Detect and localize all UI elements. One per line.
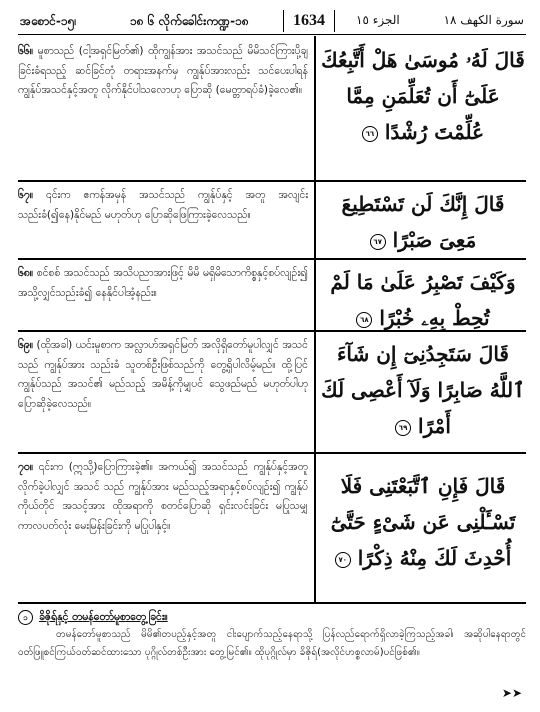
page-number: 1634 xyxy=(283,10,335,32)
verse-number: ၆၈။ xyxy=(18,267,34,279)
verse-number: ၆၇။ xyxy=(18,189,33,201)
verse-text: စင်စစ် အသင်သည် အသိပညာအားဖြင့် မိမိ မရှိမိသောကိစ္စနှင့်စပ်လျဉ်း၍ အသို့လျှင်သည်းခံ၍ နေနိုင်ပါအံ့နည်း။ xyxy=(18,267,308,299)
footnote-divider xyxy=(18,602,526,604)
verse-text: (ထိုအခါ) ယင်းမူစာက အလ္လာဟ်အရှင်မြတ် အလိုရှိတော်မူပါလျှင် အသင်သည် ကျွန်ုပ်အား သည်းခံ သူတစ်ဦးဖြစ်သည်ကို တွေ့ရှိပါလိမ့်မည်။ ထို့ပြင် ကျွန်ုပ်သည် အသင်၏ မည်သည့် အမိန့်ကိုမျှပင် သွေဖည်မည် မဟုတ်ပါဟု ပြောဆိုခဲ့လေသည်။ xyxy=(18,339,308,410)
footnote-title xyxy=(18,608,526,626)
header-sura: سورة الكهف ١٨ xyxy=(443,13,524,27)
arabic-text: قَالَ سَتَجِدُنِىٓ إِن شَآءَ ٱللَّهُ صَابِرًا وَلَآ أَعْصِى لَكَ أَمْرًا xyxy=(321,342,525,438)
verse-arabic-68 xyxy=(320,264,526,336)
header-section: ၁၈ ၆ လိုက်ခေါင်းကဏ္ဍ-၁၈ xyxy=(130,14,249,28)
footnote xyxy=(18,608,526,662)
verse-number: ၆၆။ xyxy=(18,45,33,57)
verse-arabic-66 xyxy=(320,42,526,150)
footnote-title-text: ခိဇိုရ်နှင့် တမန်တော်မူစာတွေ့ခြင်း။ xyxy=(39,611,168,623)
verse-divider xyxy=(18,258,526,260)
page-header xyxy=(18,10,526,35)
verse-number: ၇၀။ xyxy=(18,461,33,473)
verse-text: ၎င်းက (ဣသို့)ပြောကြားခဲ့၏။ အကယ်၍ အသင်သည် ကျွန်ုပ်နှင့်အတူ လိုက်ခဲ့ပါလျှင် အသင် သည် ကျွန်ုပ်အား မည်သည့်အရာနှင့်စပ်လျဉ်း၍ ကျွန်ုပ်ကိုယ်တိုင် အသင့်အား ထိုအရာကို စတင်ပြောဆို ရှင်းလင်းခြင်း မပြုသမျှကာလပတ်လုံး မေးမြန်းခြင်းကို မပြုပါနှင့်။ xyxy=(18,461,308,532)
ayah-number-marker: ٧٠ xyxy=(335,552,351,568)
verse-arabic-70 xyxy=(320,468,526,576)
footnote-number: ၁ xyxy=(18,610,33,625)
verse-translation-67 xyxy=(18,186,308,225)
ayah-number-marker: ٦٦ xyxy=(362,126,378,142)
header-volume: အစောင်-၁၅၊ xyxy=(20,14,77,28)
next-page-arrows-icon: ➤➤ xyxy=(501,686,522,700)
verse-arabic-67 xyxy=(320,186,526,258)
verse-divider xyxy=(18,180,526,182)
verse-translation-68 xyxy=(18,264,308,303)
verse-translation-66 xyxy=(18,42,308,101)
ayah-number-marker: ٦٧ xyxy=(370,234,386,250)
ayah-number-marker: ٦٩ xyxy=(395,420,411,436)
verse-translation-70 xyxy=(18,458,308,536)
arabic-text: قَالَ فَإِنِ ٱتَّبَعْتَنِى فَلَا تَسْـَٔلْنِى عَن شَىْءٍ حَتَّىٰٓ أُحْدِثَ لَكَ مِنْهُ ذِكْرًا xyxy=(330,474,516,570)
arabic-text: وَكَيْفَ تَصْبِرُ عَلَىٰ مَا لَمْ تُحِطْ بِهِۦ خُبْرًا xyxy=(330,270,516,330)
verse-divider xyxy=(18,452,526,454)
arabic-text: قَالَ إِنَّكَ لَن تَسْتَطِيعَ مَعِىَ صَبْرًا xyxy=(341,192,505,252)
arabic-text: قَالَ لَهُۥ مُوسَىٰ هَلْ أَتَّبِعُكَ عَلَىٰٓ أَن تُعَلِّمَنِ مِمَّا عُلِّمْتَ رُشْدًا xyxy=(321,48,525,144)
verse-text: မူစာသည် (ငါ့အရှင်မြတ်၏) ထိုကျွန်အား အသင်သည် မိမိသင်ကြားပို့ချခြင်းခံရသည့် ဆင်ခြင်တုံ တရားအနက်မှ ကျွန်ုပ်အားလည်း သင်ပေးပါရန် ကျွန်ုပ်အသင်နှင့်အတူ လိုက်နိုင်ပါသလောဟု ပြောဆို (မေတ္တာရပ်ခံ)ခဲ့လေ၏။ xyxy=(18,45,308,96)
header-juz: الجزء ١٥ xyxy=(356,13,400,27)
verse-divider xyxy=(18,330,526,332)
verse-number: ၆၉။ xyxy=(18,339,33,351)
page xyxy=(18,10,526,704)
verse-translation-69 xyxy=(18,336,308,414)
footnote-body: တမန်တော်မူစာသည် မိမိ၏တပည့်နှင့်အတူ ငါးပျောက်သည့်နေရာသို့ ပြန်လည်ရောက်ရှိလာခဲ့ကြသည့်အခါ၊ အဆိုပါနေရာတွင် ဝတ်ဖြူစင်ကြယ်ဝတ်ဆင်ထားသော ပုဂ္ဂိုလ်တစ်ဦးအား တွေ့မြင်၏။ ထိုပုဂ္ဂိုလ်မှာ ခိဇိုရ်(အလိုင်ဟစ္စလာမ်)ပင်ဖြစ်၏။ xyxy=(18,629,526,658)
ayah-number-marker: ٦٨ xyxy=(356,312,372,328)
verse-arabic-69 xyxy=(320,336,526,444)
verse-text: ၎င်းက ဧကန်အမှန် အသင်သည် ကျွန်ုပ်နှင့် အတူ အလျင်း သည်းခံ(၍နေ)နိုင်မည် မဟုတ်ဟု ပြောဆိုဖြေကြားခဲ့လေသည်။ xyxy=(18,189,308,221)
column-divider xyxy=(314,36,316,602)
